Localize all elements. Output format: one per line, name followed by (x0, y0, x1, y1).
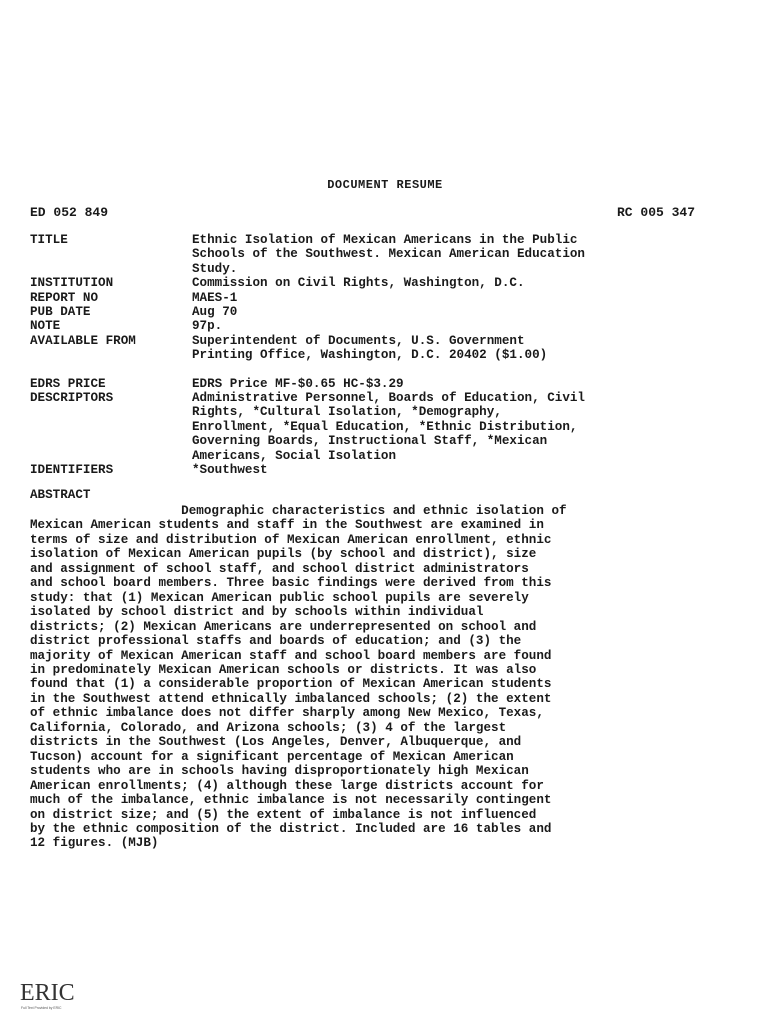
field-label: REPORT NO (30, 290, 99, 305)
eric-logo (18, 972, 74, 1012)
field-report-no (30, 291, 710, 305)
field-note (30, 319, 710, 333)
field-value: *Southwest (192, 463, 268, 478)
field-label: AVAILABLE FROM (30, 333, 136, 348)
field-value: EDRS Price MF-$0.65 HC-$3.29 (192, 376, 404, 391)
field-value: Aug 70 (192, 305, 238, 320)
field-title (30, 233, 710, 276)
field-label: TITLE (30, 233, 68, 247)
field-label: INSTITUTION (30, 276, 114, 291)
field-descriptors (30, 391, 710, 463)
field-label: DESCRIPTORS (30, 391, 114, 406)
eric-logo-icon (18, 972, 74, 1012)
field-value: Administrative Personnel, Boards of Education, Civil Rights, *Cultural Isolation, *Demography, Enrollment, *Equal Education, *Ethnic Distribution, Governing Boards, Instructional Staff, *Mexican Americans, Social Isolation (192, 391, 585, 463)
eric-logo-tagline: Full Text Provided by ERIC (21, 1006, 62, 1010)
metadata-fields (30, 233, 710, 478)
field-value: Ethnic Isolation of Mexican Americans in the Public Schools of the Southwest. Mexican American Education Study. (192, 233, 585, 276)
ed-number: ED 052 849 (30, 205, 109, 220)
field-value: Superintendent of Documents, U.S. Government Printing Office, Washington, D.C. 20402 ($1.00) (192, 333, 548, 363)
field-label: IDENTIFIERS (30, 463, 114, 478)
field-identifiers (30, 463, 710, 477)
field-institution (30, 276, 710, 290)
field-edrs-price (30, 377, 710, 391)
field-value: 97p. (192, 319, 223, 334)
abstract-text: Demographic characteristics and ethnic isolation of Mexican American students and staff in the Southwest are examined in terms of size and distribution of Mexican American enrollment, ethnic isolation of Mexican American pupils (by school and district), size and assignment of school staff, and school district administrators and school board members. Three basic findings were derived from this study: that (1) Mexican American public school pupils are severely isolated by school district and by schools within individual districts; (2) Mexican Americans are underrepresented on school and district professional staffs and boards of education; and (3) the majority of Mexican American staff and school board members are found in predominately Mexican American schools or districts. It was also found that (1) a considerable proportion of Mexican American students in the Southwest attend ethnically imbalanced schools; (2) the extent of ethnic imbalance does not differ sharply among New Mexico, Texas, California, Colorado, and Arizona schools; (3) 4 of the largest districts in the Southwest (Los Angeles, Denver, Albuquerque, and Tucson) account for a significant percentage of Mexican American students who are in schools having disproportionately high Mexican American enrollments; (4) although these large districts account for much of the imbalance, ethnic imbalance is not necessarily contingent on district size; and (5) the extent of imbalance is not influenced by the ethnic composition of the district. Included are 16 tables and 12 figures. (MJB) (30, 504, 567, 851)
field-label: EDRS PRICE (30, 376, 106, 391)
field-label: NOTE (30, 319, 61, 334)
spacer (30, 363, 710, 377)
rc-number: RC 005 347 (616, 205, 695, 220)
page-title: DOCUMENT RESUME (327, 178, 443, 192)
field-label: PUB DATE (30, 305, 91, 320)
abstract-label: ABSTRACT (30, 488, 91, 502)
field-available-from (30, 334, 710, 363)
field-pub-date (30, 305, 710, 319)
eric-logo-text: ERIC (20, 980, 74, 1006)
field-value: MAES-1 (192, 290, 238, 305)
field-value: Commission on Civil Rights, Washington, D.C. (192, 276, 525, 291)
